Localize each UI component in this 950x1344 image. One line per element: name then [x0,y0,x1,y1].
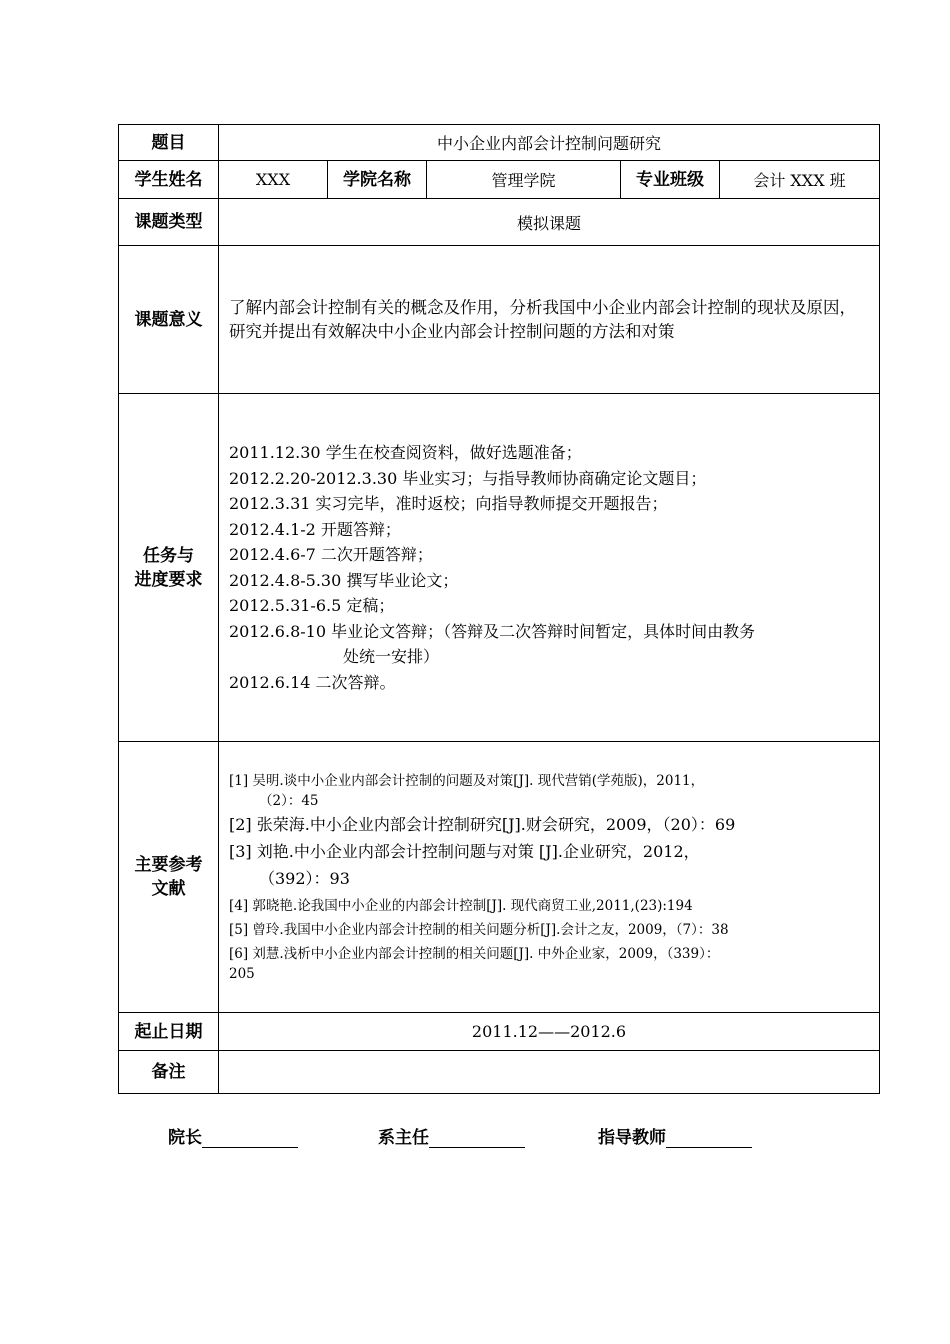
remarks-value [219,1051,880,1094]
major-class-label: 专业班级 [621,161,720,199]
reference-text: [1] 吴明.谈中小企业内部会计控制的问题及对策[J]. 现代营销(学苑版)，2011， [229,772,705,789]
remarks-row [119,1051,880,1094]
references-label [119,742,219,1013]
reference-text: [3] 刘艳.中小企业内部会计控制问题与对策 [J].企业研究，2012， [229,841,700,861]
department-head-signature-line[interactable] [429,1127,525,1148]
task-item: 2011.12.30 学生在校查阅资料，做好选题准备； [229,443,582,462]
task-item: 2012.2.20-2012.3.30 毕业实习；与指导教师协商确定论文题目； [229,468,707,488]
remarks-label: 备注 [119,1051,219,1094]
topic-type-label: 课题类型 [119,199,219,246]
tasks-label-line1: 任务与 [143,545,194,566]
major-class-value: 会计 XXX 班 [720,161,880,199]
references-label-line2: 文献 [151,879,186,899]
advisor-signature-line[interactable] [666,1127,752,1148]
reference-text: [5] 曾玲.我国中小企业内部会计控制的相关问题分析[J].会计之友，2009，（7）：38 [229,921,729,938]
task-item: 2012.4.8-5.30 撰写毕业论文； [229,570,459,590]
task-item-continuation: 处统一安排） [343,647,440,666]
references-row [119,742,880,1013]
task-item: 2012.5.31-6.5 定稿； [229,596,395,615]
student-info-row [119,161,880,199]
reference-text: [4] 郭晓艳.论我国中小企业的内部会计控制[J]. 现代商贸工业,2011,(23):194 [229,897,693,914]
period-value: 2011.12——2012.6 [219,1013,880,1051]
reference-item [229,838,869,892]
dean-signature-line[interactable] [202,1127,298,1148]
title-row [119,125,880,161]
task-item: 2012.4.1-2 开题答辩； [229,519,401,539]
advisor-label: 指导教师 [598,1128,666,1148]
tasks-list [219,394,880,742]
topic-form-table [118,124,880,1094]
references-list [219,742,880,1013]
tasks-label-line2: 进度要求 [134,569,203,590]
reference-text-continuation: （392）：93 [259,868,350,888]
reference-item [229,811,869,838]
task-item: 2012.6.14 二次答辩。 [229,672,396,692]
dean-label: 院长 [168,1128,202,1148]
reference-item [229,944,869,984]
task-item: 2012.3.31 实习完毕，准时返校；向指导教师提交开题报告； [229,494,668,513]
title-label: 题目 [119,125,219,161]
reference-item [229,920,869,940]
college-label: 学院名称 [328,161,427,199]
task-item: 2012.6.8-10 毕业论文答辩；（答辩及二次答辩时间暂定，具体时间由教务 [229,621,756,641]
title-value: 中小企业内部会计控制问题研究 [219,125,880,161]
significance-row [119,246,880,394]
reference-item [229,771,869,811]
department-head-signature [378,1123,525,1148]
college-value: 管理学院 [427,161,621,199]
significance-label: 课题意义 [119,246,219,394]
student-name-value: XXX [219,161,328,199]
significance-text: 了解内部会计控制有关的概念及作用，分析我国中小企业内部会计控制的现状及原因，研究并提出有效解决中小企业内部会计控制问题的方法和对策 [219,246,880,394]
reference-text: [6] 刘慧.浅析中小企业内部会计控制的相关问题[J]. 中外企业家，2009，（339）： [229,945,720,962]
reference-text-continuation: 205 [229,965,255,982]
topic-type-row [119,199,880,246]
advisor-signature [598,1123,752,1148]
topic-type-value: 模拟课题 [219,199,880,246]
tasks-row [119,394,880,742]
student-name-label: 学生姓名 [119,161,219,199]
reference-text-continuation: （2）：45 [259,792,319,809]
reference-text: [2] 张荣海.中小企业内部会计控制研究[J].财会研究，2009，（20）：69 [229,814,736,834]
dean-signature [168,1123,298,1148]
tasks-label [119,394,219,742]
reference-item [229,896,869,916]
period-row [119,1013,880,1051]
period-label: 起止日期 [119,1013,219,1051]
task-item: 2012.4.6-7 二次开题答辩； [229,545,433,564]
department-head-label: 系主任 [378,1128,429,1148]
references-label-line1: 主要参考 [134,855,203,875]
